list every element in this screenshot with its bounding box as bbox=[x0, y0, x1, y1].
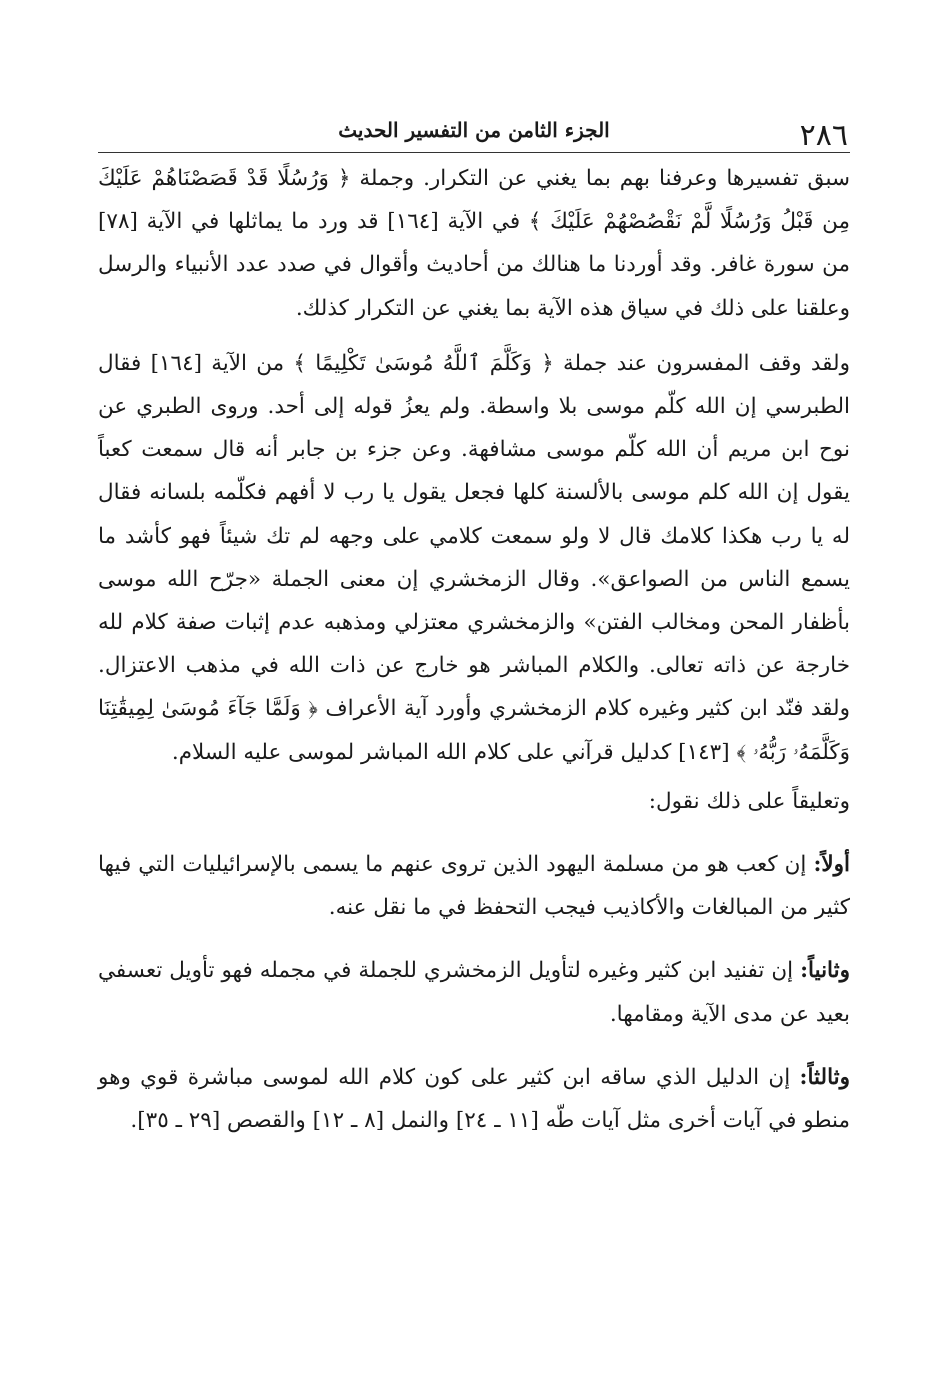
page-number: ٢٨٦ bbox=[799, 118, 848, 153]
point-lead: وثالثاً: bbox=[799, 1064, 850, 1090]
point-lead: وثانياً: bbox=[800, 958, 850, 984]
paragraph-2 bbox=[98, 342, 850, 774]
page-header bbox=[98, 108, 850, 153]
paragraph-1 bbox=[98, 157, 850, 330]
paragraph-third-point bbox=[98, 1056, 850, 1142]
paragraph-text: وتعليقاً على ذلك نقول: bbox=[648, 788, 850, 814]
paragraph-text: إن كعب هو من مسلمة اليهود الذين تروى عنهم ما يسمى بالإسرائيليات التي فيها كثير من المبالغات والأكاذيب فيجب التحفظ في ما نقل عنه. bbox=[98, 852, 850, 921]
point-lead: أولاً: bbox=[813, 852, 850, 878]
paragraph-text: إن الدليل الذي ساقه ابن كثير على كون كلام الله لموسى مباشرة قوي وهو منطو في آيات أخرى مثل آيات طّه [١١ ـ ٢٤] والنمل [٨ ـ ١٢] والقصص [٢٩ ـ ٣٥]. bbox=[98, 1064, 850, 1134]
paragraph-text: سبق تفسيرها وعرفنا بهم بما يغني عن التكرار. وجملة ﴿ وَرُسُلًا قَدْ قَصَصْنَاهُمْ عَلَيْكَ مِن قَبْلُ وَرُسُلًا لَّمْ نَقْصُصْهُمْ عَلَيْكَ ﴾ في الآية [١٦٤] قد ورد ما يماثلها في الآية [٧٨] من سورة غافر. وقد أوردنا ما هنالك من أحاديث وأقوال في صدد عدد الأنبياء والرسل وعلقنا على ذلك في سياق هذه الآية بما يغني عن التكرار كذلك. bbox=[98, 166, 850, 321]
paragraph-text: ولقد وقف المفسرون عند جملة ﴿ وَكَلَّمَ ٱللَّهُ مُوسَىٰ تَكْلِيمًا ﴾ من الآية [١٦٤] فقال الطبرسي إن الله كلّم موسى بلا واسطة. ولم يعزُ قوله إلى أحد. وروى الطبري عن نوح ابن مريم أن الله كلّم موسى مشافهة. وعن جزء بن جابر أنه قال سمعت كعباً يقول إن الله كلم موسى بالألسنة كلها فجعل يقول يا رب لا أفهم فكلّمه بلسانه فقال له يا رب هكذا كلامك قال لا ولو سمعت كلامي على وجهه لم تك شيئاً فهو كأشد ما يسمع الناس من الصواعق». وقال الزمخشري إن معنى الجملة «جرّح الله موسى بأظفار المحن ومخالب الفتن» والزمخشري معتزلي ومذهبه عدم إثبات صفة كلام لله خارجة عن ذاته تعالى. والكلام المباشر هو خارج عن ذات الله في مذهب الاعتزال. ولقد فنّد ابن كثير وغيره كلام الزمخشري وأورد آية الأعراف ﴿ وَلَمَّا جَآءَ مُوسَىٰ لِمِيقَٰتِنَا وَكَلَّمَهُۥ رَبُّهُۥ ﴾ [١٤٣] كدليل قرآني على كلام الله المباشر لموسى عليه السلام. bbox=[98, 350, 850, 765]
running-title: الجزء الثامن من التفسير الحديث bbox=[338, 118, 610, 142]
paragraph-text: إن تفنيد ابن كثير وغيره لتأويل الزمخشري للجملة في مجمله فهو تأويل تعسفي بعيد عن مدى الآية ومقامها. bbox=[98, 958, 850, 1027]
paragraph-second-point bbox=[98, 949, 850, 1035]
paragraph-3 bbox=[98, 780, 850, 823]
document-page bbox=[98, 108, 850, 1142]
paragraph-first-point bbox=[98, 843, 850, 929]
